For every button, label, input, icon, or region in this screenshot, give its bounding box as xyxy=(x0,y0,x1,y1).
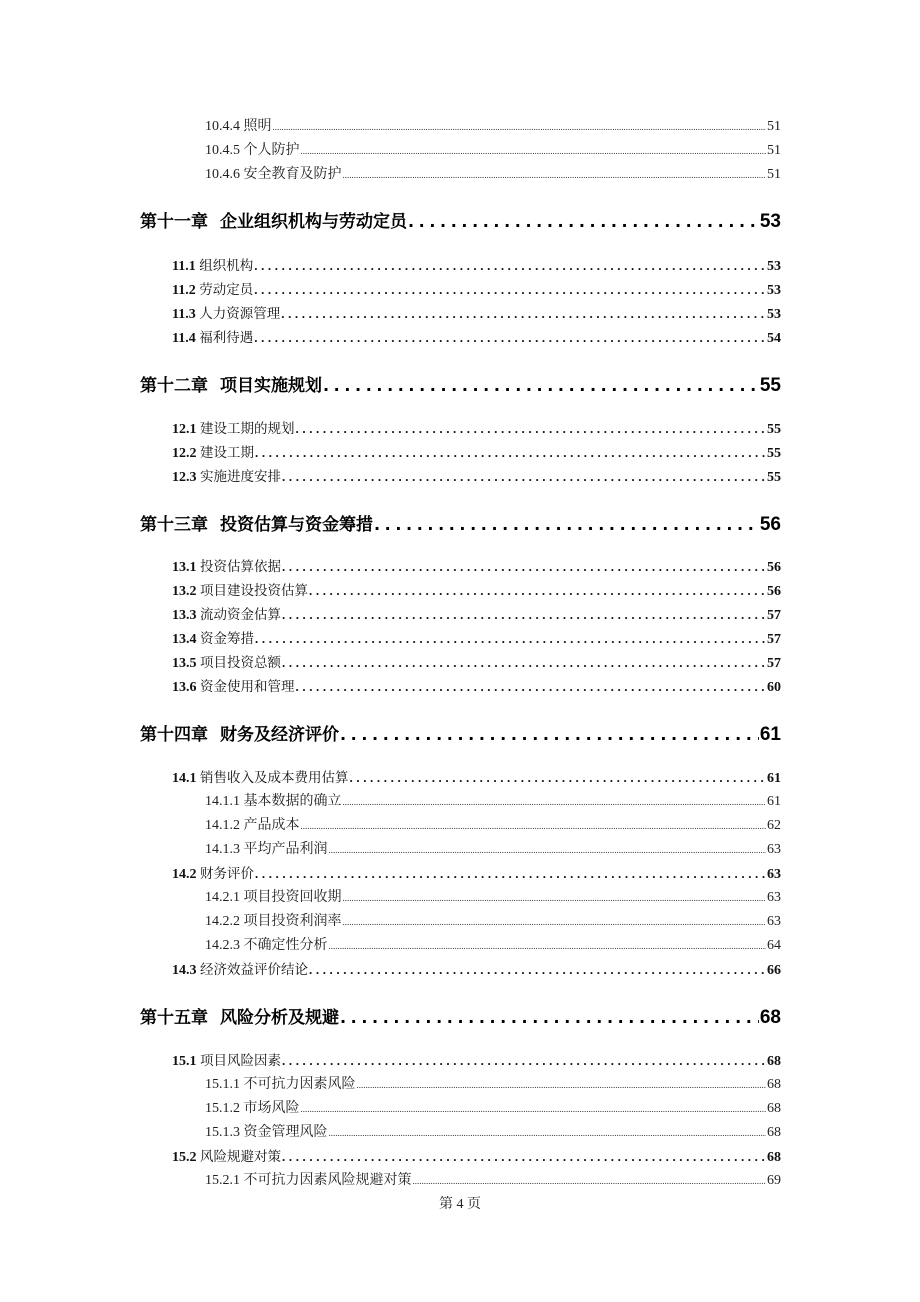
entry-number: 15.1 xyxy=(172,1054,197,1069)
chapter-number: 第十二章 xyxy=(140,376,208,396)
toc-subsection[interactable] xyxy=(205,1097,781,1119)
dot-leader xyxy=(296,421,767,437)
dot-leader xyxy=(273,122,767,132)
entry-title: 销售收入及成本费用估算 xyxy=(200,770,349,786)
dot-leader xyxy=(255,631,766,647)
entry-page: 68 xyxy=(767,1054,781,1069)
entry-title: 市场风险 xyxy=(243,1101,300,1116)
entry-page: 54 xyxy=(767,331,781,346)
entry-number: 12.3 xyxy=(172,470,197,485)
entry-page: 57 xyxy=(767,632,781,647)
dot-leader xyxy=(374,515,759,534)
entry-title: 人力资源管理 xyxy=(199,306,281,322)
chapter-number: 第十五章 xyxy=(140,1008,208,1028)
entry-page: 68 xyxy=(767,1150,781,1165)
toc-section[interactable] xyxy=(172,465,781,487)
entry-title: 项目风险因素 xyxy=(200,1053,281,1069)
entry-number: 13.6 xyxy=(172,680,197,695)
dot-leader xyxy=(254,330,766,346)
dot-leader xyxy=(282,1149,766,1165)
entry-number: 14.1.1 xyxy=(205,794,240,809)
toc-section[interactable] xyxy=(172,675,781,697)
dot-leader xyxy=(340,1008,759,1027)
toc-section[interactable] xyxy=(172,254,781,276)
dot-leader xyxy=(301,821,767,831)
entry-number: 15.1.3 xyxy=(205,1125,240,1140)
entry-page: 63 xyxy=(767,867,781,882)
entry-title: 项目投资总额 xyxy=(200,655,281,671)
dot-leader xyxy=(255,866,766,882)
entry-title: 实施进度安排 xyxy=(200,469,281,485)
entry-number: 13.3 xyxy=(172,608,197,623)
toc-section[interactable] xyxy=(172,417,781,439)
toc-section[interactable] xyxy=(172,862,781,884)
toc-entry[interactable] xyxy=(205,115,781,137)
dot-leader xyxy=(309,962,766,978)
toc-section[interactable] xyxy=(172,326,781,348)
entry-page: 51 xyxy=(767,167,781,182)
entry-page: 57 xyxy=(767,656,781,671)
dot-leader xyxy=(301,146,767,156)
entry-number: 14.2.1 xyxy=(205,890,240,905)
entry-page: 68 xyxy=(767,1101,781,1116)
entry-title: 不可抗力因素风险规避对策 xyxy=(243,1173,412,1188)
entry-number: 14.2 xyxy=(172,867,197,882)
chapter-title: 财务及经济评价 xyxy=(220,725,339,745)
entry-page: 51 xyxy=(767,119,781,134)
dot-leader xyxy=(408,212,759,231)
toc-section[interactable] xyxy=(172,627,781,649)
entry-title: 项目建设投资估算 xyxy=(200,583,308,599)
entry-number: 14.2.2 xyxy=(205,914,240,929)
entry-page: 53 xyxy=(767,283,781,298)
entry-title: 项目投资利润率 xyxy=(243,914,342,929)
page-number-footer: 第 4 页 xyxy=(439,1197,481,1212)
entry-title: 照明 xyxy=(243,119,272,134)
toc-chapter[interactable] xyxy=(140,720,781,750)
dot-leader xyxy=(350,770,767,786)
toc-subsection[interactable] xyxy=(205,1169,781,1191)
entry-title: 风险规避对策 xyxy=(200,1149,281,1165)
entry-number: 14.1.3 xyxy=(205,842,240,857)
entry-title: 建设工期的规划 xyxy=(200,421,295,437)
entry-title: 福利待遇 xyxy=(199,330,254,346)
toc-subsection[interactable] xyxy=(205,790,781,812)
dot-leader xyxy=(282,1053,766,1069)
entry-page: 63 xyxy=(767,914,781,929)
chapter-page: 56 xyxy=(759,514,781,535)
entry-number: 11.3 xyxy=(172,307,196,322)
entry-page: 60 xyxy=(767,680,781,695)
toc-entry[interactable] xyxy=(205,139,781,161)
dot-leader xyxy=(309,583,766,599)
toc-section[interactable] xyxy=(172,278,781,300)
chapter-page: 61 xyxy=(759,724,781,745)
entry-number: 13.1 xyxy=(172,560,197,575)
toc-section[interactable] xyxy=(172,603,781,625)
entry-title: 项目投资回收期 xyxy=(243,890,342,905)
entry-title: 经济效益评价结论 xyxy=(200,962,308,978)
entry-page: 55 xyxy=(767,446,781,461)
dot-leader xyxy=(282,607,766,623)
entry-page: 66 xyxy=(767,963,781,978)
chapter-number: 第十一章 xyxy=(140,212,208,232)
entry-number: 15.1.2 xyxy=(205,1101,240,1116)
entry-number: 12.1 xyxy=(172,422,197,437)
entry-number: 14.2.3 xyxy=(205,938,240,953)
dot-leader xyxy=(329,941,767,951)
toc-subsection[interactable] xyxy=(205,1073,781,1095)
entry-number: 11.1 xyxy=(172,259,196,274)
entry-number: 11.2 xyxy=(172,283,196,298)
toc-section[interactable] xyxy=(172,651,781,673)
chapter-title: 风险分析及规避 xyxy=(220,1008,339,1028)
dot-leader xyxy=(296,679,767,695)
dot-leader xyxy=(343,917,767,927)
toc-section[interactable] xyxy=(172,441,781,463)
dot-leader xyxy=(413,1176,767,1186)
entry-page: 51 xyxy=(767,143,781,158)
toc-section[interactable] xyxy=(172,302,781,324)
chapter-title: 企业组织机构与劳动定员 xyxy=(220,212,407,232)
toc-subsection[interactable] xyxy=(205,1121,781,1143)
dot-leader xyxy=(343,893,767,903)
toc-section[interactable] xyxy=(172,1145,781,1167)
entry-title: 个人防护 xyxy=(243,143,300,158)
entry-page: 61 xyxy=(767,771,781,786)
dot-leader xyxy=(301,1104,767,1114)
entry-page: 68 xyxy=(767,1077,781,1092)
entry-title: 基本数据的确立 xyxy=(243,794,342,809)
dot-leader xyxy=(254,282,766,298)
entry-number: 15.1.1 xyxy=(205,1077,240,1092)
entry-page: 63 xyxy=(767,842,781,857)
dot-leader xyxy=(282,655,766,671)
dot-leader xyxy=(282,469,766,485)
entry-number: 13.2 xyxy=(172,584,197,599)
entry-title: 资金管理风险 xyxy=(243,1125,328,1140)
dot-leader xyxy=(329,845,767,855)
chapter-page: 55 xyxy=(759,375,781,396)
dot-leader xyxy=(281,306,766,322)
entry-page: 69 xyxy=(767,1173,781,1188)
entry-title: 劳动定员 xyxy=(199,282,254,298)
toc-section[interactable] xyxy=(172,958,781,980)
entry-number: 14.1.2 xyxy=(205,818,240,833)
entry-title: 组织机构 xyxy=(199,258,254,274)
entry-title: 流动资金估算 xyxy=(200,607,281,623)
entry-number: 15.2 xyxy=(172,1150,197,1165)
entry-number: 13.5 xyxy=(172,656,197,671)
dot-leader xyxy=(357,1080,767,1090)
entry-page: 56 xyxy=(767,560,781,575)
entry-number: 11.4 xyxy=(172,331,196,346)
dot-leader xyxy=(343,797,767,807)
toc-section[interactable] xyxy=(172,579,781,601)
entry-page: 53 xyxy=(767,259,781,274)
toc-subsection[interactable] xyxy=(205,886,781,908)
toc-section[interactable] xyxy=(172,555,781,577)
entry-title: 资金筹措 xyxy=(200,631,254,647)
dot-leader xyxy=(343,170,767,180)
toc-entry[interactable] xyxy=(205,163,781,185)
entry-title: 财务评价 xyxy=(200,866,254,882)
entry-number: 14.1 xyxy=(172,771,197,786)
toc-chapter[interactable] xyxy=(140,1003,781,1033)
entry-number: 10.4.6 xyxy=(205,167,240,182)
dot-leader xyxy=(340,725,759,744)
chapter-number: 第十三章 xyxy=(140,515,208,535)
entry-title: 不确定性分析 xyxy=(243,938,328,953)
entry-page: 53 xyxy=(767,307,781,322)
toc-chapter[interactable] xyxy=(140,207,781,237)
entry-page: 61 xyxy=(767,794,781,809)
toc-section[interactable] xyxy=(172,766,781,788)
entry-number: 10.4.5 xyxy=(205,143,240,158)
dot-leader xyxy=(329,1128,767,1138)
dot-leader xyxy=(323,376,759,395)
toc-chapter[interactable] xyxy=(140,371,781,401)
entry-number: 10.4.4 xyxy=(205,119,240,134)
dot-leader xyxy=(282,559,766,575)
entry-page: 64 xyxy=(767,938,781,953)
entry-title: 平均产品利润 xyxy=(243,842,328,857)
toc-section[interactable] xyxy=(172,1049,781,1071)
entry-number: 15.2.1 xyxy=(205,1173,240,1188)
entry-page: 63 xyxy=(767,890,781,905)
entry-number: 13.4 xyxy=(172,632,197,647)
entry-title: 投资估算依据 xyxy=(200,559,281,575)
entry-title: 产品成本 xyxy=(243,818,300,833)
entry-number: 12.2 xyxy=(172,446,197,461)
entry-title: 不可抗力因素风险 xyxy=(243,1077,356,1092)
entry-title: 建设工期 xyxy=(200,445,254,461)
dot-leader xyxy=(254,258,766,274)
entry-number: 14.3 xyxy=(172,963,197,978)
chapter-number: 第十四章 xyxy=(140,725,208,745)
toc-subsection[interactable] xyxy=(205,814,781,836)
entry-page: 68 xyxy=(767,1125,781,1140)
toc-subsection[interactable] xyxy=(205,838,781,860)
chapter-title: 项目实施规划 xyxy=(220,376,322,396)
entry-page: 57 xyxy=(767,608,781,623)
entry-page: 55 xyxy=(767,422,781,437)
chapter-title: 投资估算与资金筹措 xyxy=(220,515,373,535)
chapter-page: 53 xyxy=(759,211,781,232)
toc-chapter[interactable] xyxy=(140,510,781,540)
entry-title: 资金使用和管理 xyxy=(200,679,295,695)
entry-page: 62 xyxy=(767,818,781,833)
entry-page: 55 xyxy=(767,470,781,485)
toc-subsection[interactable] xyxy=(205,910,781,932)
dot-leader xyxy=(255,445,766,461)
entry-page: 56 xyxy=(767,584,781,599)
entry-title: 安全教育及防护 xyxy=(243,167,342,182)
toc-subsection[interactable] xyxy=(205,934,781,956)
chapter-page: 68 xyxy=(759,1007,781,1028)
